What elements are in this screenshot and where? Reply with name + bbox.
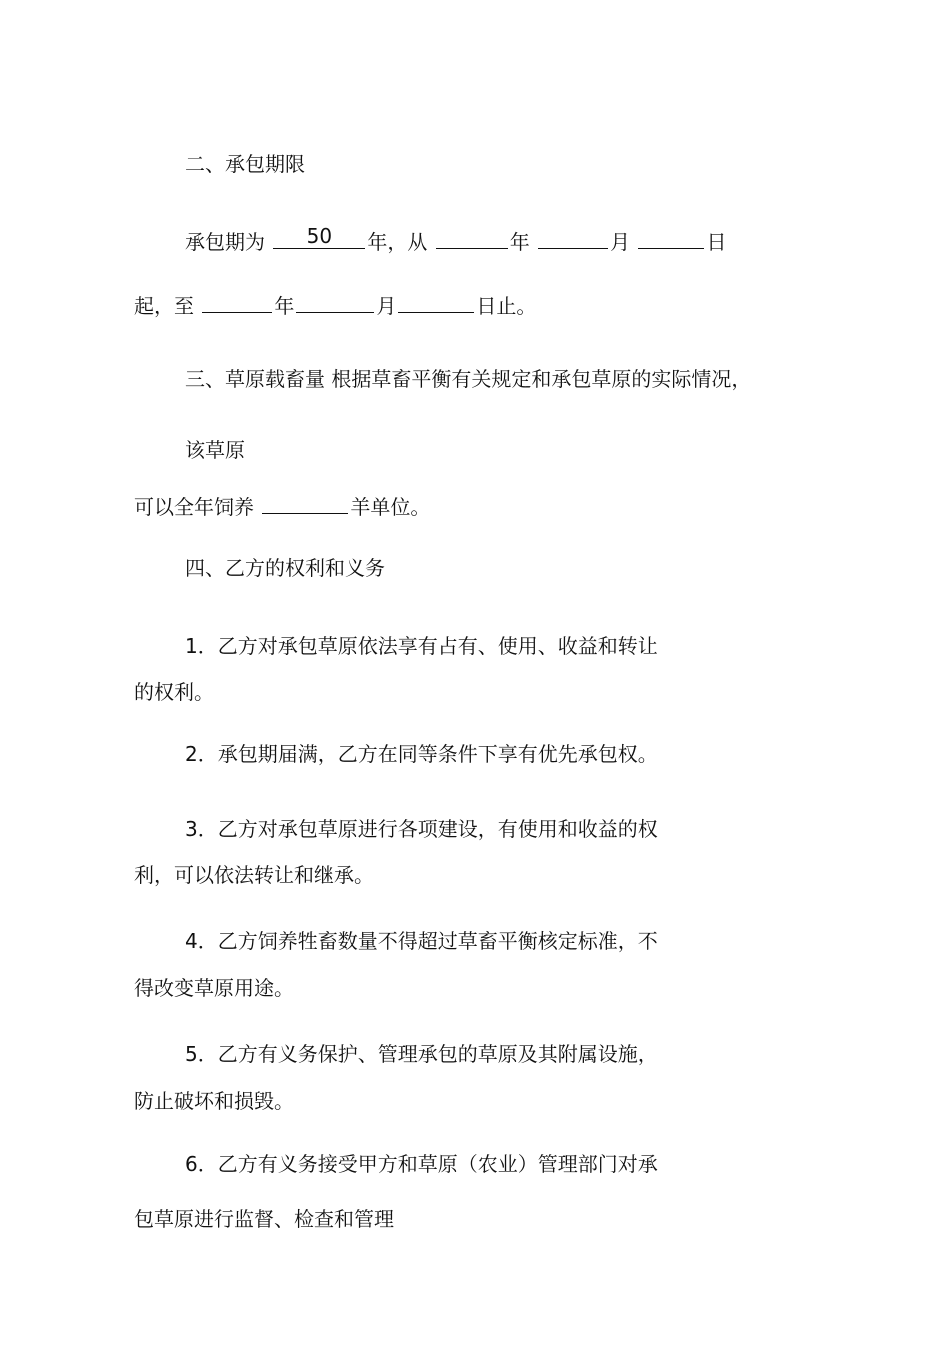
from-label: ，从 — [387, 230, 428, 254]
rights-item-2-line-1: 2．承包期届满，乙方在同等条件下享有优先承包权。 — [185, 742, 658, 766]
year-label: 年 — [367, 230, 388, 254]
end-year-field — [202, 292, 272, 313]
rights-item-3-line-2: 利，可以依法转让和继承。 — [134, 863, 374, 887]
capacity-line-2: 该草原 — [185, 438, 245, 462]
period-years-field — [273, 224, 365, 249]
rights-item-1-line-1: 1．乙方对承包草原依法享有占有、使用、收益和转让 — [185, 634, 658, 658]
section-heading-rights: 四、乙方的权利和义务 — [185, 556, 385, 580]
section-heading-term: 二、承包期限 — [185, 152, 305, 176]
rights-item-6-line-2: 包草原进行监督、检查和管理 — [134, 1207, 394, 1231]
start-suffix: 起，至 — [134, 294, 194, 318]
sheep-units-field — [262, 493, 348, 514]
section-heading-capacity: 三、草原载畜量 根据草畜平衡有关规定和承包草原的实际情况， — [185, 367, 752, 391]
capacity-prefix: 可以全年饲养 — [134, 495, 254, 519]
rights-item-1-line-2: 的权利。 — [134, 680, 214, 704]
capacity-line-3 — [134, 493, 430, 521]
rights-item-3-line-1: 3．乙方对承包草原进行各项建设，有使用和收益的权 — [185, 817, 658, 841]
end-year-label: 年 — [274, 294, 295, 318]
end-suffix: 日止。 — [476, 294, 537, 318]
period-years-value: 50 — [306, 224, 333, 248]
contract-period-line — [185, 224, 727, 256]
rights-item-5-line-2: 防止破坏和损毁。 — [134, 1089, 294, 1113]
start-month-field — [538, 228, 608, 249]
start-year-label: 年 — [509, 230, 530, 254]
start-year-field — [436, 228, 508, 249]
start-day-label: 日 — [706, 230, 727, 254]
rights-item-6-line-1: 6．乙方有义务接受甲方和草原（农业）管理部门对承 — [185, 1152, 658, 1176]
rights-item-5-line-1: 5．乙方有义务保护、管理承包的草原及其附属设施， — [185, 1042, 658, 1066]
end-month-label: 月 — [376, 294, 397, 318]
rights-item-4-line-1: 4．乙方饲养牲畜数量不得超过草畜平衡核定标准，不 — [185, 929, 658, 953]
start-day-field — [638, 228, 704, 249]
start-month-label: 月 — [610, 230, 631, 254]
capacity-suffix: 羊单位。 — [350, 495, 431, 519]
end-day-field — [398, 292, 474, 313]
contract-end-line — [134, 292, 536, 320]
period-prefix: 承包期为 — [185, 230, 265, 254]
end-month-field — [296, 292, 374, 313]
rights-item-4-line-2: 得改变草原用途。 — [134, 976, 294, 1000]
